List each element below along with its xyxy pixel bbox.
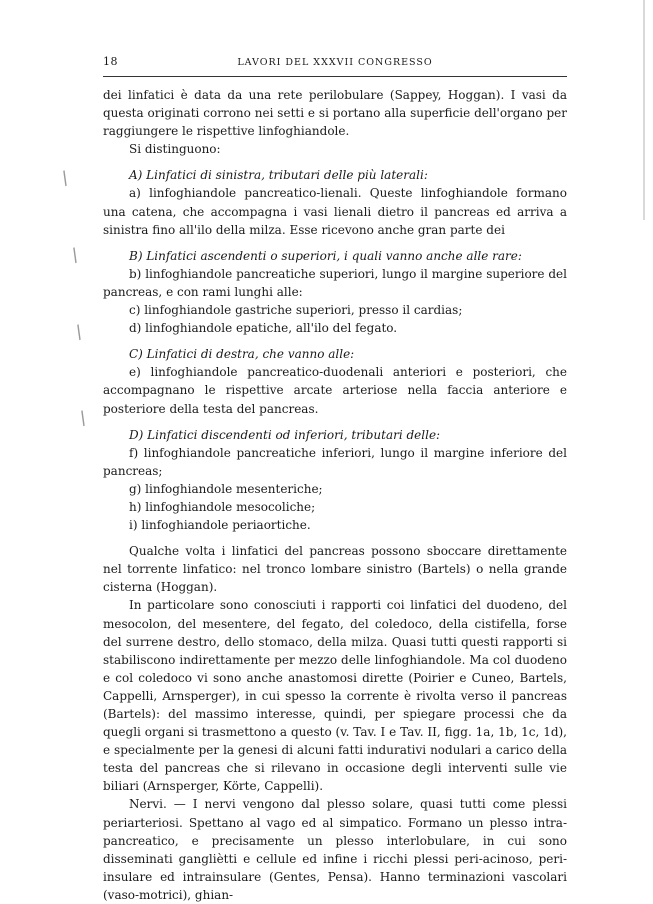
section-a-heading: A) Linfatici di sinistra, tributari delle più laterali: bbox=[129, 168, 428, 183]
intro-paragraph: dei linfatici è data da una rete perilobulare (Sappey, Hoggan). I vasi da questa originati corrono nei setti e si portano alla superficie dell'organo per raggiungere le rispettive linfoghiandole. bbox=[103, 88, 567, 139]
page-edge-shadow bbox=[643, 0, 645, 220]
section-d-heading: D) Linfatici discendenti od inferiori, tributari delle: bbox=[129, 427, 441, 442]
pencil-mark-1: / bbox=[57, 167, 73, 190]
page-number: 18 bbox=[103, 55, 118, 68]
item-a: a) linfoghiandole pancreatico-lienali. Queste linfoghiandole formano una catena, che accompagna i vasi lienali dietro il pancreas ed arriva a sinistra fino all'ilo della milza. Esse ricevono anche gran parte dei bbox=[103, 186, 567, 237]
body-text bbox=[103, 86, 567, 904]
header-rule bbox=[103, 76, 567, 77]
paragraph-in-particolare: In particolare sono conosciuti i rapporti coi linfatici del duodeno, del mesocolon, del mesentere, del fegato, del coledoco, della cistifella, forse del surrene destro, dello stomaco, della milza. Quasi tutti questi rapporti si stabiliscono indirettamente per mezzo delle linfoghiandole. Ma col duodeno e col coledoco vi sono anche anastomosi dirette (Poirier e Cuneo, Bartels, Cappelli, Arnsperger), in cui spesso la corrente è rivolta verso il pancreas (Bartels): del massimo interesse, quindi, per spiegare processi che da quegli organi si trasmettono a questo (v. Tav. I e Tav. II, figg. 1a, 1b, 1c, 1d), e specialmente per la genesi di alcuni fatti indurativi nodulari a carico della testa del pancreas che si rilevano in occasione degli interventi sulle vie biliari (Arnsperger, Körte, Cappelli). bbox=[103, 598, 567, 794]
section-b-heading: B) Linfatici ascendenti o superiori, i quali vanno anche alle rare: bbox=[129, 248, 522, 263]
item-c: c) linfoghiandole gastriche superiori, presso il cardias; bbox=[129, 303, 463, 318]
item-b: b) linfoghiandole pancreatiche superiori, lungo il margine superiore del pancreas, e con rami lunghi alle: bbox=[103, 266, 567, 299]
item-d: d) linfoghiandole epatiche, all'ilo del fegato. bbox=[129, 321, 398, 336]
section-c-heading: C) Linfatici di destra, che vanno alle: bbox=[129, 347, 355, 362]
item-h: h) linfoghiandole mesocoliche; bbox=[129, 499, 316, 514]
pencil-mark-3: / bbox=[71, 321, 87, 344]
pencil-mark-4: / bbox=[75, 407, 91, 430]
pencil-mark-2: / bbox=[67, 244, 83, 267]
item-f: f) linfoghiandole pancreatiche inferiori, lungo il margine inferiore del pancreas; bbox=[103, 445, 567, 478]
item-g: g) linfoghiandole mesenteriche; bbox=[129, 481, 323, 496]
item-i: i) linfoghiandole periaortiche. bbox=[129, 518, 311, 533]
item-e: e) linfoghiandole pancreatico-duodenali anteriori e posteriori, che accompagnano le rispettive arcate arteriose nella faccia anteriore e posteriore della testa del pancreas. bbox=[103, 365, 567, 416]
distinguish-line: Si distinguono: bbox=[129, 142, 221, 157]
paragraph-qualche-volta: Qualche volta i linfatici del pancreas possono sboccare direttamente nel torrente linfatico: nel tronco lombare sinistro (Bartels) o nella grande cisterna (Hoggan). bbox=[103, 544, 567, 595]
paragraph-nervi: Nervi. — I nervi vengono dal plesso solare, quasi tutti come plessi periarteriosi. Spettano al vago ed al simpatico. Formano un plesso intra-pancreatico, e precisamente un plesso interlobulare, in cui sono disseminati gangliètti e cellule ed infine i ricchi plessi peri-acinoso, peri-insulare ed intrainsulare (Gentes, Pensa). Hanno terminazioni vascolari (vaso-motrici), ghian- bbox=[103, 797, 567, 902]
header-title: LAVORI DEL XXXVII CONGRESSO bbox=[237, 57, 433, 68]
